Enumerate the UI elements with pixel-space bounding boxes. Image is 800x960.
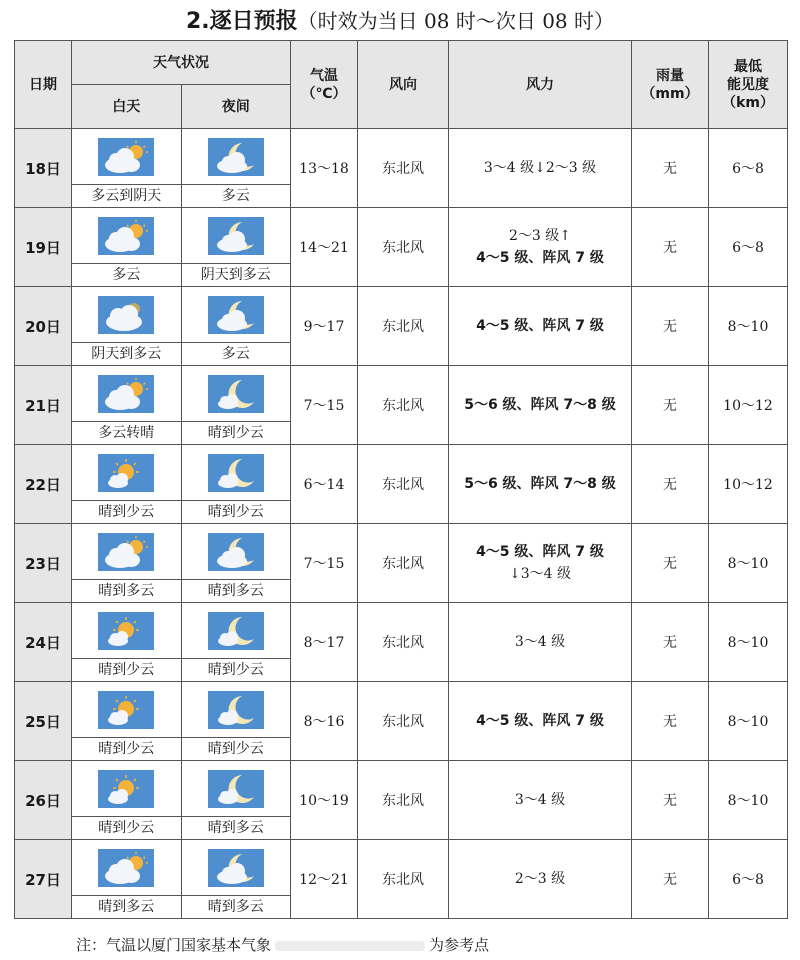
temp-cell: 10～19 <box>291 761 358 840</box>
temp-cell: 9～17 <box>291 287 358 366</box>
date-cell: 24日 <box>15 603 72 682</box>
day-weather-label: 晴到少云 <box>72 816 181 839</box>
moon-small-cloud-icon <box>182 761 291 816</box>
day-weather-cell <box>72 682 182 761</box>
wind-dir-cell: 东北风 <box>358 287 449 366</box>
wind-dir-cell: 东北风 <box>358 208 449 287</box>
header-weather: 天气状况 <box>72 41 291 85</box>
day-weather-label: 晴到少云 <box>72 500 181 523</box>
rain-cell: 无 <box>632 682 709 761</box>
night-weather-label: 晴到多云 <box>182 895 291 918</box>
night-weather-cell <box>181 129 291 208</box>
day-weather-cell <box>72 603 182 682</box>
wind-force-cell <box>449 524 632 603</box>
header-wind-force: 风力 <box>449 41 632 129</box>
rain-cell: 无 <box>632 603 709 682</box>
table-row <box>15 682 788 761</box>
visibility-cell: 6～8 <box>709 840 788 919</box>
rain-cell: 无 <box>632 761 709 840</box>
wind-force-cell <box>449 840 632 919</box>
wind-force-cell <box>449 603 632 682</box>
header-temp: 气温 （℃） <box>291 41 358 129</box>
date-cell: 18日 <box>15 129 72 208</box>
table-row <box>15 524 788 603</box>
header-day: 白天 <box>72 85 182 129</box>
header-rain: 雨量 （mm） <box>632 41 709 129</box>
wind-force-line: 4～5 级、阵风 7 级 <box>476 544 604 560</box>
night-weather-label: 晴到少云 <box>182 421 291 444</box>
cloudy-moon-icon <box>182 208 291 263</box>
rain-cell: 无 <box>632 524 709 603</box>
night-weather-cell <box>181 761 291 840</box>
wind-force-line: 4～5 级、阵风 7 级 <box>476 318 604 334</box>
date-cell: 19日 <box>15 208 72 287</box>
redacted-blur <box>275 941 425 951</box>
visibility-cell: 10～12 <box>709 445 788 524</box>
wind-force-line: 5～6 级、阵风 7～8 级 <box>464 397 616 413</box>
cloudy-sun-icon <box>72 208 181 263</box>
footnote-prefix: 注：气温以厦门国家基本气象 <box>76 936 272 954</box>
day-weather-label: 晴到少云 <box>72 737 181 760</box>
wind-force-line: 2～3 级↑ <box>509 228 571 244</box>
wind-force-line: 3～4 级 <box>514 634 566 650</box>
table-row <box>15 366 788 445</box>
wind-force-cell <box>449 129 632 208</box>
temp-cell: 14～21 <box>291 208 358 287</box>
temp-cell: 12～21 <box>291 840 358 919</box>
wind-force-line: 5～6 级、阵风 7～8 级 <box>464 476 616 492</box>
day-weather-label: 晴到少云 <box>72 658 181 681</box>
day-weather-cell <box>72 840 182 919</box>
table-row <box>15 603 788 682</box>
day-weather-cell <box>72 287 182 366</box>
visibility-cell: 10～12 <box>709 366 788 445</box>
wind-force-cell <box>449 208 632 287</box>
wind-force-line: ↓3～4 级 <box>509 566 571 582</box>
day-weather-label: 多云 <box>72 263 181 286</box>
night-weather-cell <box>181 682 291 761</box>
table-row <box>15 761 788 840</box>
moon-small-cloud-icon <box>182 682 291 737</box>
moon-small-cloud-icon <box>182 445 291 500</box>
footnote <box>76 934 489 955</box>
visibility-cell: 8～10 <box>709 524 788 603</box>
date-cell: 21日 <box>15 366 72 445</box>
wind-force-line: 4～5 级、阵风 7 级 <box>476 713 604 729</box>
rain-cell: 无 <box>632 287 709 366</box>
footnote-suffix: 为参考点 <box>429 936 490 954</box>
day-weather-label: 多云转晴 <box>72 421 181 444</box>
temp-cell: 6～14 <box>291 445 358 524</box>
cloudy-moon-icon <box>182 129 291 184</box>
visibility-cell: 6～8 <box>709 129 788 208</box>
cloudy-sun-icon <box>72 129 181 184</box>
night-weather-label: 晴到多云 <box>182 816 291 839</box>
wind-force-cell <box>449 761 632 840</box>
date-cell: 27日 <box>15 840 72 919</box>
header-night: 夜间 <box>181 85 291 129</box>
night-weather-cell <box>181 287 291 366</box>
date-cell: 22日 <box>15 445 72 524</box>
date-cell: 26日 <box>15 761 72 840</box>
wind-force-line: 4～5 级、阵风 7 级 <box>476 250 604 266</box>
table-row <box>15 840 788 919</box>
table-row <box>15 287 788 366</box>
day-weather-cell <box>72 366 182 445</box>
night-weather-cell <box>181 445 291 524</box>
header-date: 日期 <box>15 41 72 129</box>
page-title <box>0 4 800 38</box>
day-weather-label: 阴天到多云 <box>72 342 181 365</box>
wind-force-line: 3～4 级↓2～3 级 <box>483 160 597 176</box>
cloudy-sun-icon <box>72 840 181 895</box>
date-cell: 25日 <box>15 682 72 761</box>
wind-dir-cell: 东北风 <box>358 524 449 603</box>
sun-small-cloud-icon <box>72 603 181 658</box>
day-weather-cell <box>72 208 182 287</box>
rain-cell: 无 <box>632 129 709 208</box>
night-weather-label: 阴天到多云 <box>182 263 291 286</box>
wind-dir-cell: 东北风 <box>358 603 449 682</box>
temp-cell: 8～17 <box>291 603 358 682</box>
wind-force-cell <box>449 366 632 445</box>
moon-small-cloud-icon <box>182 603 291 658</box>
wind-dir-cell: 东北风 <box>358 445 449 524</box>
wind-force-cell <box>449 445 632 524</box>
overcast-sun-icon <box>72 287 181 342</box>
night-weather-label: 多云 <box>182 342 291 365</box>
header-visibility: 最低 能见度 （km） <box>709 41 788 129</box>
day-weather-cell <box>72 129 182 208</box>
temp-cell: 13～18 <box>291 129 358 208</box>
rain-cell: 无 <box>632 840 709 919</box>
night-weather-label: 晴到多云 <box>182 579 291 602</box>
visibility-cell: 6～8 <box>709 208 788 287</box>
night-weather-cell <box>181 603 291 682</box>
moon-small-cloud-icon <box>182 366 291 421</box>
day-weather-label: 晴到多云 <box>72 579 181 602</box>
visibility-cell: 8～10 <box>709 287 788 366</box>
wind-force-line: 3～4 级 <box>514 792 566 808</box>
wind-dir-cell: 东北风 <box>358 682 449 761</box>
night-weather-cell <box>181 366 291 445</box>
wind-dir-cell: 东北风 <box>358 840 449 919</box>
day-weather-label: 多云到阴天 <box>72 184 181 207</box>
night-weather-cell <box>181 840 291 919</box>
title-main: 2.逐日预报 <box>186 9 298 34</box>
wind-dir-cell: 东北风 <box>358 761 449 840</box>
night-weather-label: 晴到少云 <box>182 658 291 681</box>
cloudy-moon-icon <box>182 840 291 895</box>
night-weather-label: 晴到少云 <box>182 500 291 523</box>
wind-dir-cell: 东北风 <box>358 366 449 445</box>
visibility-cell: 8～10 <box>709 682 788 761</box>
temp-cell: 8～16 <box>291 682 358 761</box>
visibility-cell: 8～10 <box>709 761 788 840</box>
day-weather-cell <box>72 761 182 840</box>
wind-force-cell <box>449 682 632 761</box>
rain-cell: 无 <box>632 445 709 524</box>
visibility-cell: 8～10 <box>709 603 788 682</box>
date-cell: 23日 <box>15 524 72 603</box>
night-weather-label: 晴到少云 <box>182 737 291 760</box>
sun-small-cloud-icon <box>72 761 181 816</box>
day-weather-cell <box>72 524 182 603</box>
temp-cell: 7～15 <box>291 524 358 603</box>
sun-small-cloud-icon <box>72 445 181 500</box>
wind-force-cell <box>449 287 632 366</box>
table-row <box>15 129 788 208</box>
rain-cell: 无 <box>632 366 709 445</box>
sun-small-cloud-icon <box>72 682 181 737</box>
wind-force-line: 2～3 级 <box>514 871 566 887</box>
night-weather-cell <box>181 524 291 603</box>
day-weather-label: 晴到多云 <box>72 895 181 918</box>
cloudy-sun-icon <box>72 524 181 579</box>
rain-cell: 无 <box>632 208 709 287</box>
cloudy-moon-icon <box>182 524 291 579</box>
cloudy-sun-icon <box>72 366 181 421</box>
title-sub: （时效为当日 08 时～次日 08 时） <box>297 9 614 33</box>
day-weather-cell <box>72 445 182 524</box>
date-cell: 20日 <box>15 287 72 366</box>
night-weather-cell <box>181 208 291 287</box>
cloudy-moon-icon <box>182 287 291 342</box>
wind-dir-cell: 东北风 <box>358 129 449 208</box>
forecast-table <box>14 40 788 919</box>
table-row <box>15 445 788 524</box>
table-row <box>15 208 788 287</box>
night-weather-label: 多云 <box>182 184 291 207</box>
temp-cell: 7～15 <box>291 366 358 445</box>
header-wind-dir: 风向 <box>358 41 449 129</box>
